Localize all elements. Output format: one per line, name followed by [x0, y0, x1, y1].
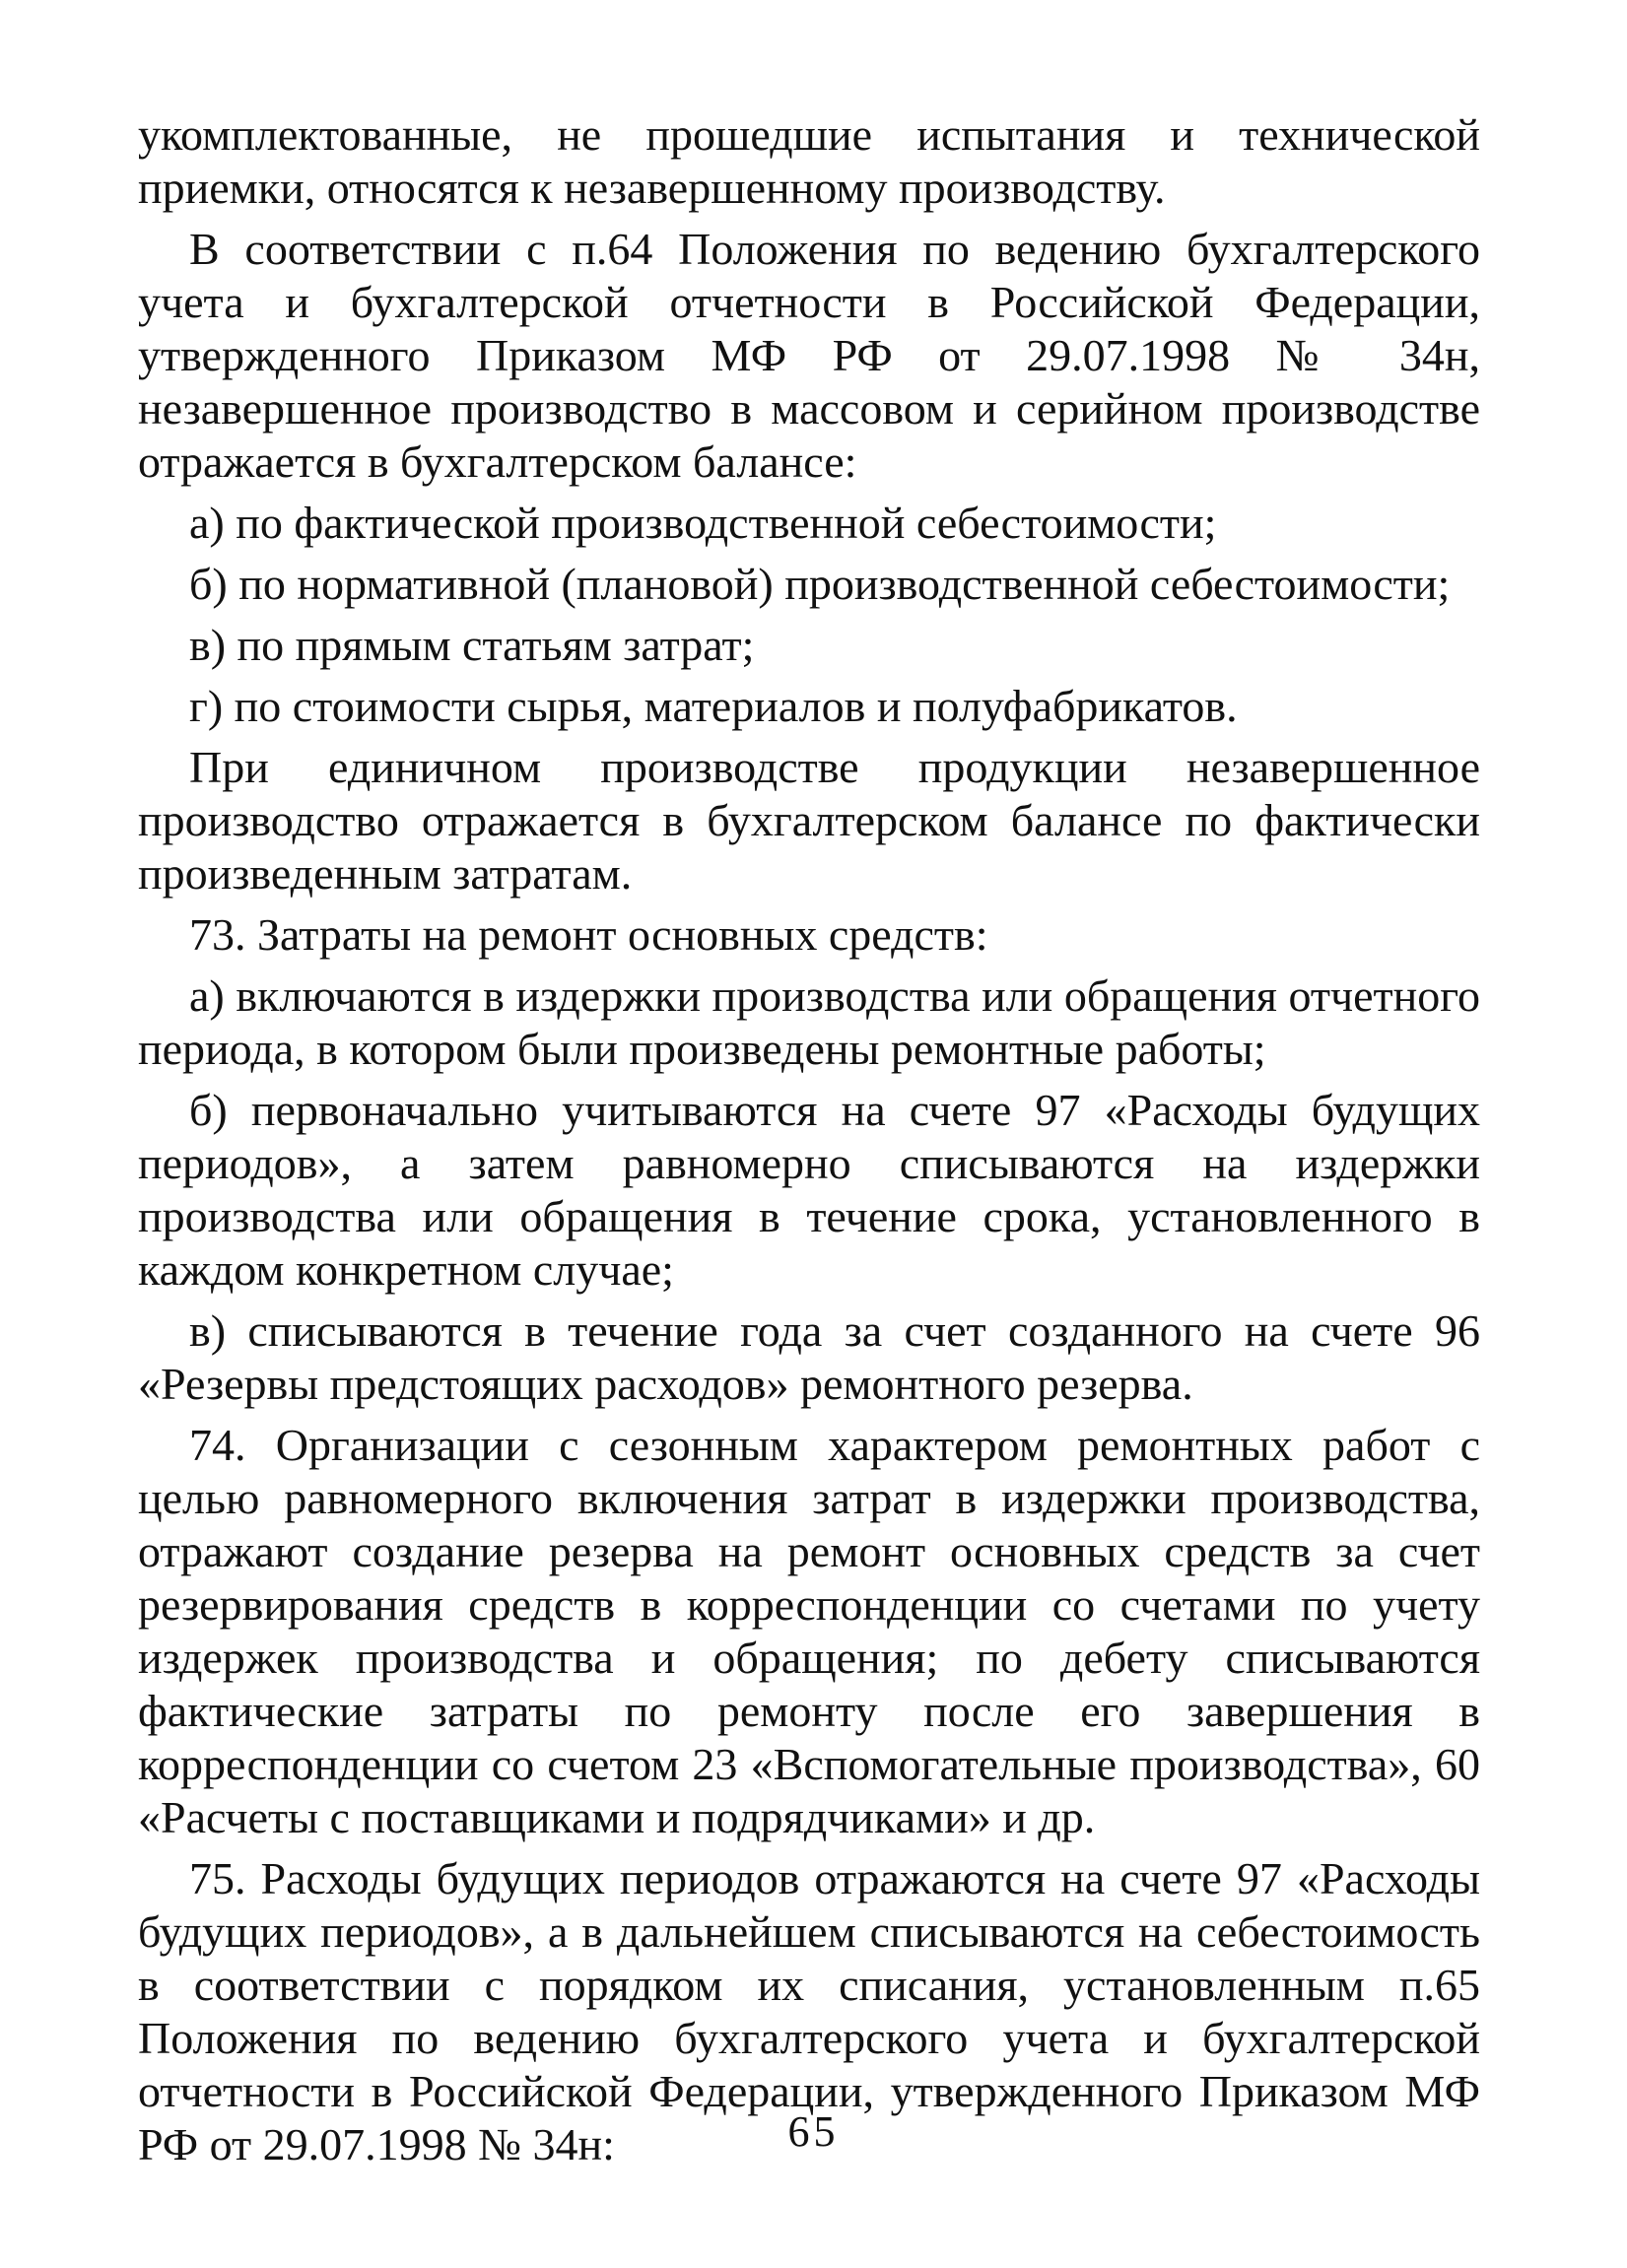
- paragraph-clause-75: 75. Расходы будущих периодов отражаются на счете 97 «Расходы будущих периодов», а в дальнейшем списываются на себестоимость в соответствии с порядком их списания, установленным п.65 Положения по ведению бухгалтерского учета и бухгалтерской отчетности в Российской Федерации, утвержденного Приказом МФ РФ от 29.07.1998 № 34н:: [138, 1853, 1480, 2169]
- paragraph-clause-74: 74. Организации с сезонным характером ремонтных работ с целью равномерного включения затрат в издержки производства, отражают создание резерва на ремонт основных средств за счет резервирования средств в корреспонденции со счетами по учету издержек производства и обращения; по дебету списываются фактические затраты по ремонту после его завершения в корреспонденции со счетом 23 «Вспомогательные производства», 60 «Расчеты с поставщиками и подрядчиками» и др.: [138, 1420, 1480, 1842]
- list-item-73-v: в) списываются в течение года за счет созданного на счете 96 «Резервы предстоящих расходов» ремонтного резерва.: [138, 1305, 1480, 1409]
- list-item-a-actual-cost: а) по фактической производственной себестоимости;: [189, 498, 1217, 548]
- list-item-73-b: б) первоначально учитываются на счете 97 «Расходы будущих периодов», а затем равномерно списываются на издержки производства или обращения в течение срока, установленного в каждом конкретном случае;: [138, 1085, 1480, 1295]
- list-item-b-normative-cost: б) по нормативной (плановой) производственной себестоимости;: [189, 559, 1451, 609]
- paragraph-continuation: укомплектованные, не прошедшие испытания и технической приемки, относятся к незавершенному производству.: [138, 109, 1480, 213]
- list-item-v-direct-costs: в) по прямым статьям затрат;: [189, 620, 755, 670]
- paragraph-single-production: При единичном производстве продукции незавершенное производство отражается в бухгалтерском балансе по фактически произведенным затратам.: [138, 742, 1480, 899]
- paragraph-clause-64: В соответствии с п.64 Положения по ведению бухгалтерского учета и бухгалтерской отчетности в Российской Федерации, утвержденного Приказом МФ РФ от 29.07.1998 № 34н, незавершенное производство в массовом и серийном производстве отражается в бухгалтерском балансе:: [138, 224, 1480, 487]
- paragraph-clause-73: 73. Затраты на ремонт основных средств:: [189, 909, 988, 960]
- list-item-g-materials-cost: г) по стоимости сырья, материалов и полуфабрикатов.: [189, 681, 1238, 731]
- page-number: 65: [787, 2107, 840, 2156]
- document-page: [138, 108, 1480, 2179]
- list-item-73-a: а) включаются в издержки производства или обращения отчетного периода, в котором были произведены ремонтные работы;: [138, 970, 1480, 1074]
